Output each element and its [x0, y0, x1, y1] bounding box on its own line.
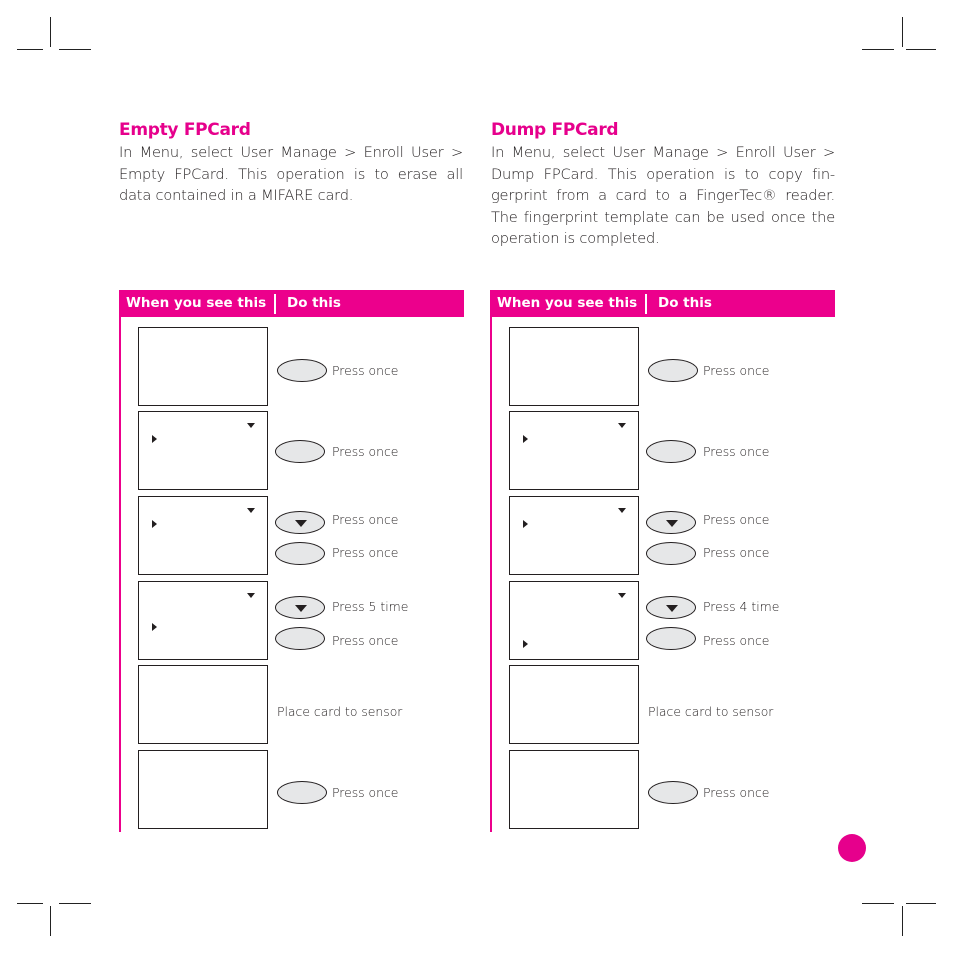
oval-key-icon[interactable] — [646, 627, 696, 650]
caret-down-icon — [618, 423, 626, 428]
oval-key-icon[interactable] — [648, 781, 698, 804]
oval-key-icon[interactable] — [277, 781, 327, 804]
chevron-down-icon — [666, 605, 678, 612]
oval-key-icon[interactable] — [277, 359, 327, 382]
oval-key-icon[interactable] — [646, 440, 696, 463]
lcd-screen — [138, 496, 268, 575]
lcd-screen — [509, 581, 639, 660]
caret-right-icon — [152, 623, 157, 631]
lcd-screen — [509, 496, 639, 575]
crop-mark — [902, 906, 903, 936]
lcd-screen — [138, 750, 268, 829]
step-action: Press once — [332, 444, 399, 459]
header-when-you-see-this: When you see this — [126, 295, 267, 311]
empty-fpcard-steps-table — [119, 290, 464, 832]
caret-right-icon — [523, 520, 528, 528]
caret-down-icon — [247, 508, 255, 513]
oval-key-icon[interactable] — [646, 542, 696, 565]
dump-fpcard-steps-table — [490, 290, 835, 832]
step-action: Press once — [703, 363, 770, 378]
lcd-screen — [509, 665, 639, 744]
crop-mark — [59, 49, 91, 50]
header-do-this: Do this — [658, 295, 712, 311]
caret-down-icon — [247, 593, 255, 598]
empty-fpcard-description: In Menu, select User Manage > Enroll User > Empty FPCard. This operation is to erase all data contained in a MIFARE card. — [119, 144, 463, 205]
table-left-rule — [490, 317, 492, 832]
step-action: Press once — [703, 785, 770, 800]
chevron-down-icon — [666, 520, 678, 527]
caret-right-icon — [523, 640, 528, 648]
oval-key-icon[interactable] — [648, 359, 698, 382]
header-divider — [645, 294, 647, 314]
dump-fpcard-title: Dump FPCard — [491, 120, 619, 140]
caret-down-icon — [618, 593, 626, 598]
step-action: Press once — [703, 444, 770, 459]
chevron-down-icon — [295, 520, 307, 527]
lcd-screen — [509, 411, 639, 490]
step-action: Place card to sensor — [277, 704, 403, 719]
crop-mark — [17, 903, 43, 904]
lcd-screen — [509, 327, 639, 406]
crop-mark — [50, 906, 51, 936]
crop-mark — [862, 903, 894, 904]
step-action: Place card to sensor — [648, 704, 774, 719]
step-action: Press once — [332, 633, 399, 648]
header-when-you-see-this: When you see this — [497, 295, 638, 311]
step-action: Press 4 time — [703, 599, 780, 614]
page-marker-dot — [838, 834, 866, 862]
caret-right-icon — [523, 435, 528, 443]
oval-key-icon[interactable] — [275, 440, 325, 463]
lcd-screen — [138, 327, 268, 406]
lcd-screen — [138, 411, 268, 490]
lcd-screen — [509, 750, 639, 829]
step-action: Press once — [703, 633, 770, 648]
lcd-screen — [138, 581, 268, 660]
caret-down-icon — [247, 423, 255, 428]
crop-mark — [59, 903, 91, 904]
table-header — [119, 290, 464, 317]
crop-mark — [17, 49, 43, 50]
table-header — [490, 290, 835, 317]
step-action: Press once — [332, 512, 399, 527]
crop-mark — [906, 49, 936, 50]
step-action: Press 5 time — [332, 599, 409, 614]
step-action: Press once — [703, 512, 770, 527]
step-action: Press once — [703, 545, 770, 560]
dump-fpcard-description: In Menu, select User Manage > Enroll User > Dump FPCard. This operation is to copy fin-gerprint from a card to a FingerTec® reader. The fingerprint template can be used once the operation is completed. — [491, 144, 835, 248]
chevron-down-icon — [295, 605, 307, 612]
lcd-screen — [138, 665, 268, 744]
crop-mark — [902, 17, 903, 47]
dump-fpcard-section — [491, 118, 835, 250]
caret-right-icon — [152, 520, 157, 528]
empty-fpcard-title: Empty FPCard — [119, 120, 251, 140]
oval-key-icon[interactable] — [275, 627, 325, 650]
caret-down-icon — [618, 508, 626, 513]
step-action: Press once — [332, 785, 399, 800]
oval-key-icon[interactable] — [275, 542, 325, 565]
down-arrow-key-icon[interactable] — [275, 596, 325, 619]
step-action: Press once — [332, 363, 399, 378]
crop-mark — [906, 903, 936, 904]
down-arrow-key-icon[interactable] — [646, 511, 696, 534]
table-left-rule — [119, 317, 121, 832]
header-divider — [274, 294, 276, 314]
header-do-this: Do this — [287, 295, 341, 311]
caret-right-icon — [152, 435, 157, 443]
down-arrow-key-icon[interactable] — [646, 596, 696, 619]
crop-mark — [862, 49, 894, 50]
down-arrow-key-icon[interactable] — [275, 511, 325, 534]
empty-fpcard-section — [119, 118, 463, 207]
step-action: Press once — [332, 545, 399, 560]
crop-mark — [50, 17, 51, 47]
